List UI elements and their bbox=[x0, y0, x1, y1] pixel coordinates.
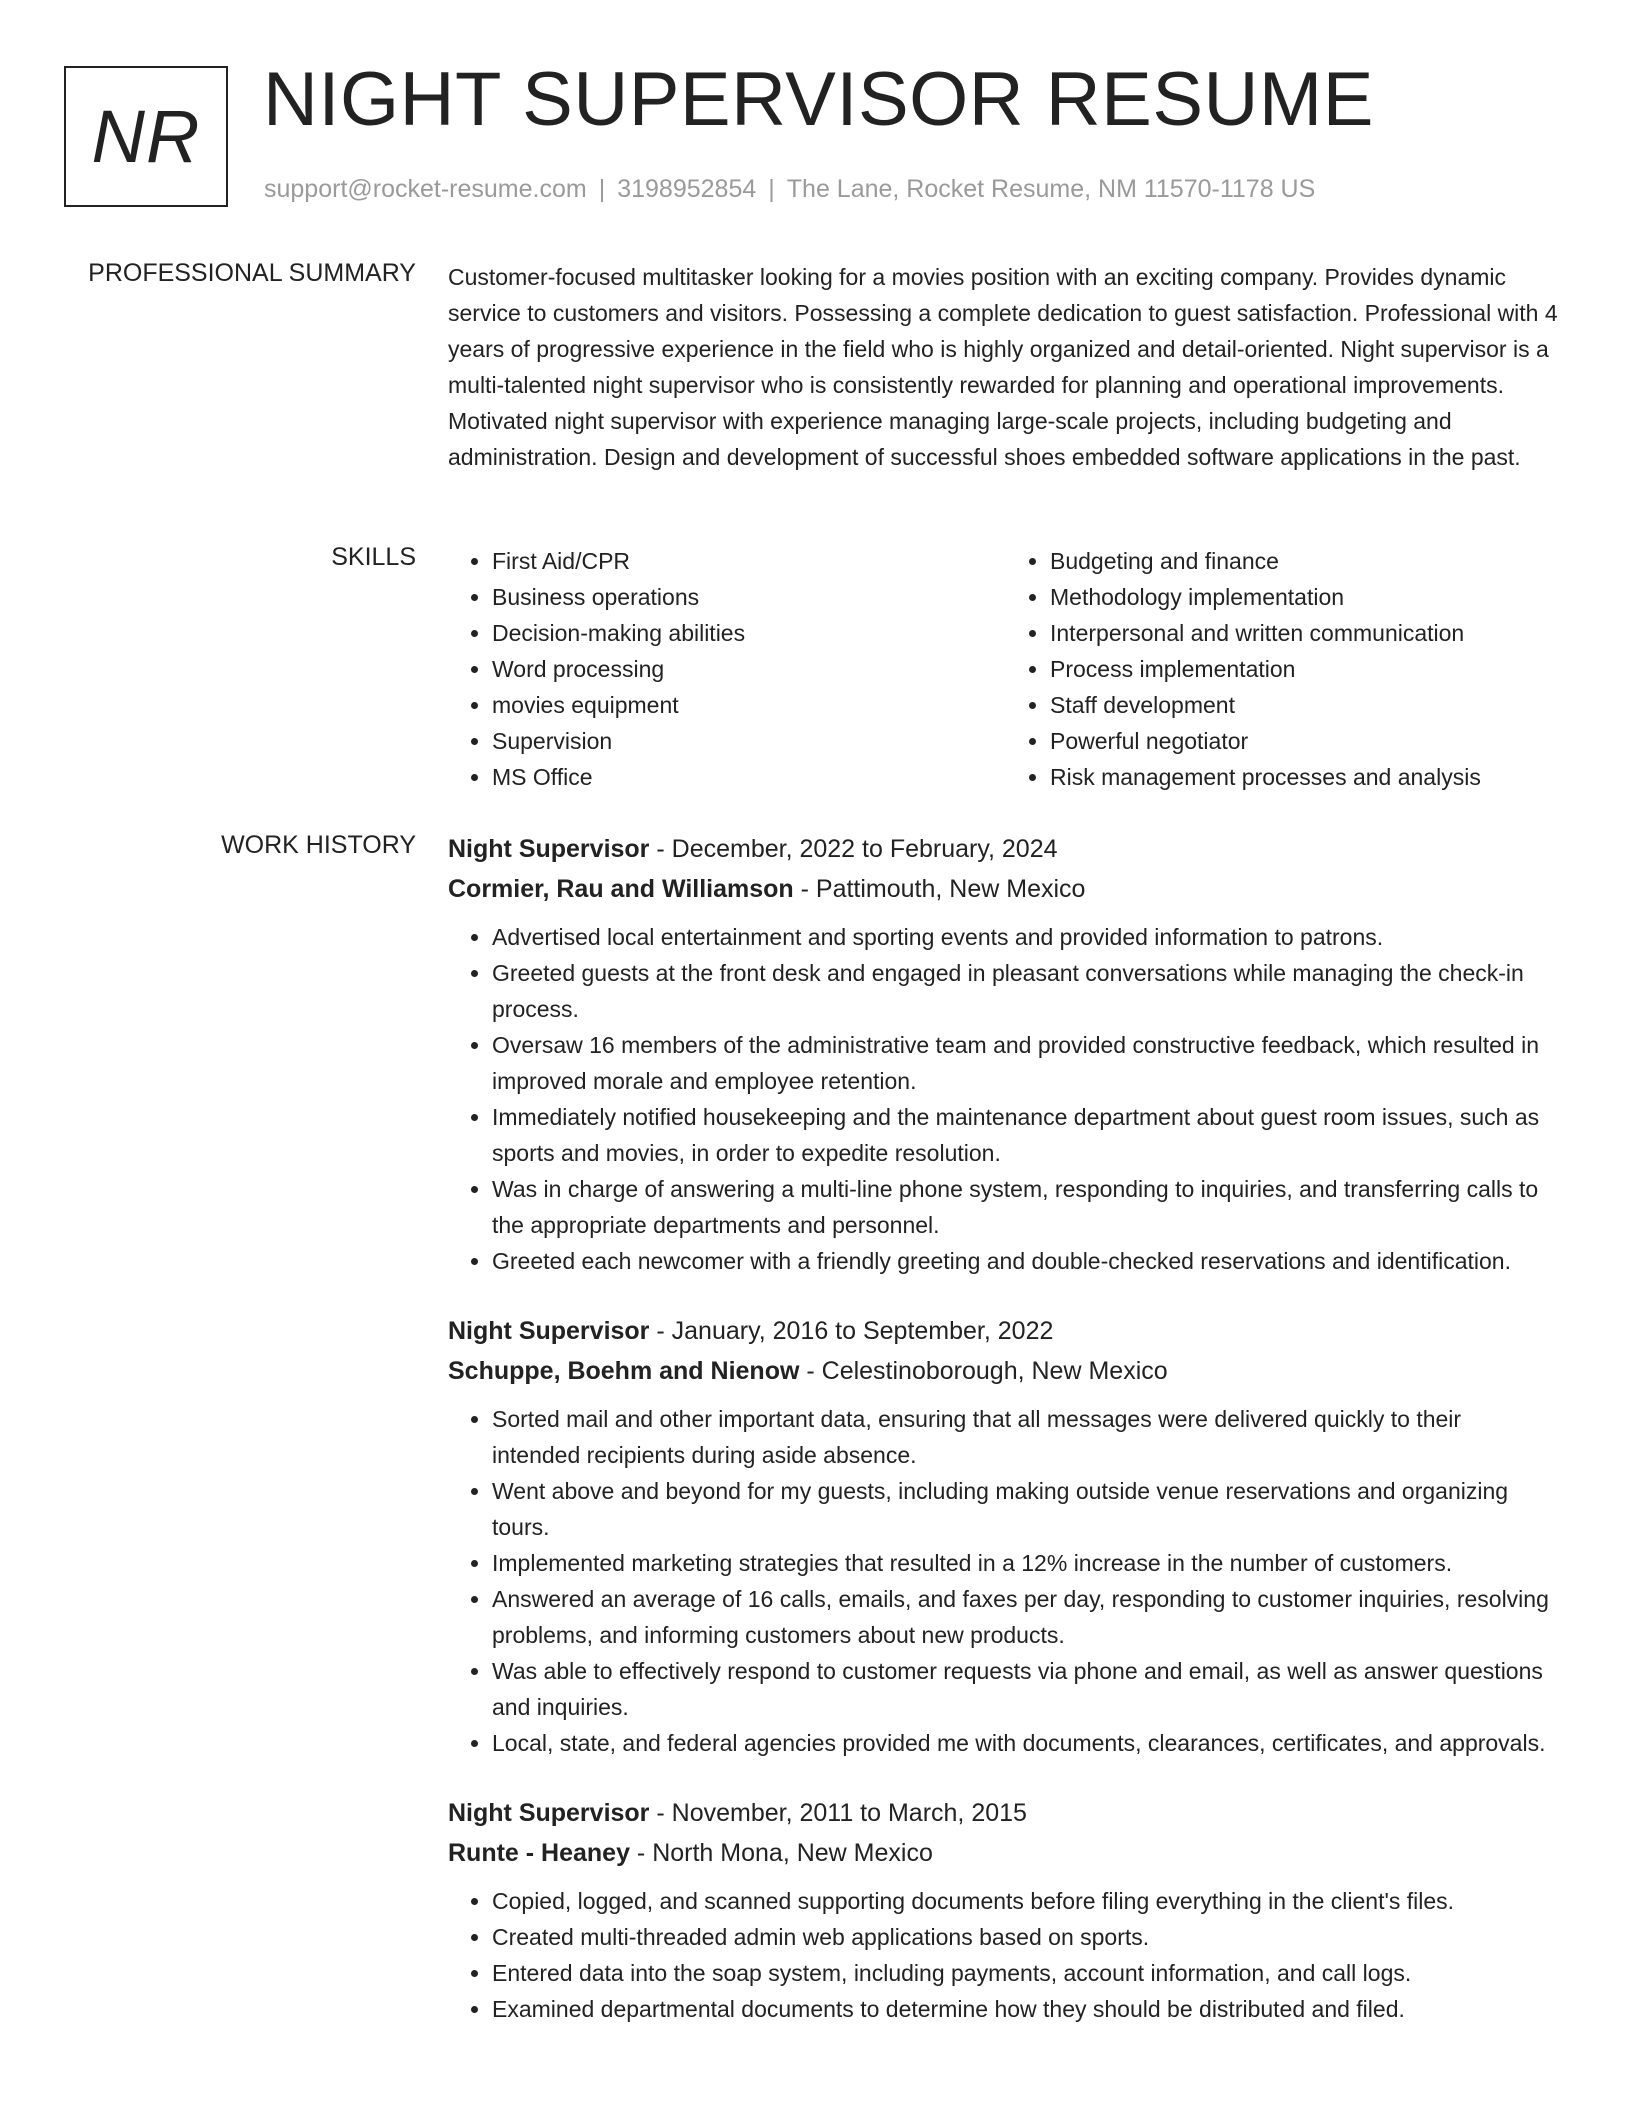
skills-list-right bbox=[1006, 543, 1564, 795]
skill-item: • MS Office bbox=[492, 759, 1006, 795]
contact-separator: | bbox=[598, 175, 606, 203]
job-bullet: • Greeted guests at the front desk and engaged in pleasant conversations while managing the check-in process. bbox=[492, 955, 1564, 1027]
skill-item: • Word processing bbox=[492, 651, 1006, 687]
job-bullet: • Immediately notified housekeeping and the maintenance department about guest room issues, such as sports and movies, in order to expedite resolution. bbox=[492, 1099, 1564, 1171]
skill-item: • Staff development bbox=[1050, 687, 1564, 723]
job-location: - Pattimouth, New Mexico bbox=[793, 875, 1086, 903]
skill-item: • Powerful negotiator bbox=[1050, 723, 1564, 759]
job-bullet: • Local, state, and federal agencies provided me with documents, clearances, certificates, and approvals. bbox=[492, 1725, 1564, 1761]
skills-body bbox=[448, 543, 1564, 795]
skills-list-left bbox=[448, 543, 1006, 795]
skill-item: • Decision-making abilities bbox=[492, 615, 1006, 651]
job-company: Cormier, Rau and Williamson bbox=[448, 875, 794, 903]
skills-label: SKILLS bbox=[331, 543, 416, 571]
job-bullet: • Sorted mail and other important data, ensuring that all messages were delivered quickly to their intended recipients during aside absence. bbox=[492, 1401, 1564, 1473]
job-bullet: • Oversaw 16 members of the administrative team and provided constructive feedback, which resulted in improved morale and employee retention. bbox=[492, 1027, 1564, 1099]
skill-item: • Business operations bbox=[492, 579, 1006, 615]
work-history-label: WORK HISTORY bbox=[221, 831, 416, 859]
contact-address: The Lane, Rocket Resume, NM 11570-1178 US bbox=[786, 175, 1316, 203]
job-bullet: • Implemented marketing strategies that resulted in a 12% increase in the number of customers. bbox=[492, 1545, 1564, 1581]
job-entry bbox=[448, 1793, 1564, 2027]
skill-item: • First Aid/CPR bbox=[492, 543, 1006, 579]
resume-title: NIGHT SUPERVISOR RESUME bbox=[263, 57, 1374, 142]
job-location: - Celestinoborough, New Mexico bbox=[799, 1357, 1168, 1385]
job-bullet: • Copied, logged, and scanned supporting documents before filing everything in the client's files. bbox=[492, 1883, 1564, 1919]
job-title-line bbox=[448, 829, 1564, 869]
job-entry bbox=[448, 829, 1564, 1279]
skill-item: • Process implementation bbox=[1050, 651, 1564, 687]
job-bullet: • Went above and beyond for my guests, including making outside venue reservations and organizing tours. bbox=[492, 1473, 1564, 1545]
skills-columns bbox=[448, 543, 1564, 795]
job-bullet: • Was able to effectively respond to customer requests via phone and email, as well as answer questions and inquiries. bbox=[492, 1653, 1564, 1725]
skill-item: • Methodology implementation bbox=[1050, 579, 1564, 615]
job-company: Schuppe, Boehm and Nienow bbox=[448, 1357, 800, 1385]
summary-text: Customer-focused multitasker looking for a movies position with an exciting company. Provides dynamic service to customers and visitors. Possessing a complete dedication to guest satisfaction. Professional with 4 years of progressive experience in the field who is highly organized and detail-oriented. Night supervisor is a multi-talented night supervisor who is consistently rewarded for planning and operational improvements. Motivated night supervisor with experience managing large-scale projects, including budgeting and administration. Design and development of successful shoes embedded software applications in the past. bbox=[448, 264, 1558, 470]
job-company-line bbox=[448, 869, 1564, 909]
job-dates: - December, 2022 to February, 2024 bbox=[649, 835, 1058, 863]
skill-item: • Supervision bbox=[492, 723, 1006, 759]
skill-item: • Risk management processes and analysis bbox=[1050, 759, 1564, 795]
contact-line bbox=[264, 175, 1315, 204]
skill-item: • movies equipment bbox=[492, 687, 1006, 723]
job-dates: - January, 2016 to September, 2022 bbox=[649, 1317, 1054, 1345]
job-bullet: • Created multi-threaded admin web applications based on sports. bbox=[492, 1919, 1564, 1955]
summary-label: PROFESSIONAL SUMMARY bbox=[88, 259, 416, 287]
contact-email[interactable]: support@rocket-resume.com bbox=[264, 175, 587, 203]
job-company-line bbox=[448, 1351, 1564, 1391]
job-company-line bbox=[448, 1833, 1564, 1873]
monogram-box bbox=[64, 66, 228, 207]
job-title-line bbox=[448, 1793, 1564, 1833]
job-bullet: • Was in charge of answering a multi-line phone system, responding to inquiries, and transferring calls to the appropriate departments and personnel. bbox=[492, 1171, 1564, 1243]
job-bullet: • Entered data into the soap system, including payments, account information, and call logs. bbox=[492, 1955, 1564, 1991]
job-title: Night Supervisor bbox=[448, 1799, 650, 1827]
job-bullet: • Answered an average of 16 calls, emails, and faxes per day, responding to customer inquiries, resolving problems, and informing customers about new products. bbox=[492, 1581, 1564, 1653]
job-title: Night Supervisor bbox=[448, 835, 650, 863]
contact-phone[interactable]: 3198952854 bbox=[617, 175, 757, 203]
work-history-body bbox=[448, 829, 1564, 2059]
job-location: - North Mona, New Mexico bbox=[629, 1839, 933, 1867]
job-bullet-list bbox=[448, 1883, 1564, 2027]
skill-item: • Budgeting and finance bbox=[1050, 543, 1564, 579]
skill-item: • Interpersonal and written communication bbox=[1050, 615, 1564, 651]
job-title: Night Supervisor bbox=[448, 1317, 650, 1345]
job-bullet: • Advertised local entertainment and sporting events and provided information to patrons. bbox=[492, 919, 1564, 955]
job-bullet: • Examined departmental documents to determine how they should be distributed and filed. bbox=[492, 1991, 1564, 2027]
job-entry bbox=[448, 1311, 1564, 1761]
job-bullet-list bbox=[448, 919, 1564, 1279]
contact-separator: | bbox=[768, 175, 775, 203]
job-bullet: • Greeted each newcomer with a friendly greeting and double-checked reservations and identification. bbox=[492, 1243, 1564, 1279]
job-bullet-list bbox=[448, 1401, 1564, 1761]
monogram-initials: NR bbox=[91, 95, 201, 178]
job-dates: - November, 2011 to March, 2015 bbox=[649, 1799, 1027, 1827]
job-company: Runte - Heaney bbox=[448, 1839, 630, 1867]
summary-body bbox=[448, 259, 1564, 475]
job-title-line bbox=[448, 1311, 1564, 1351]
